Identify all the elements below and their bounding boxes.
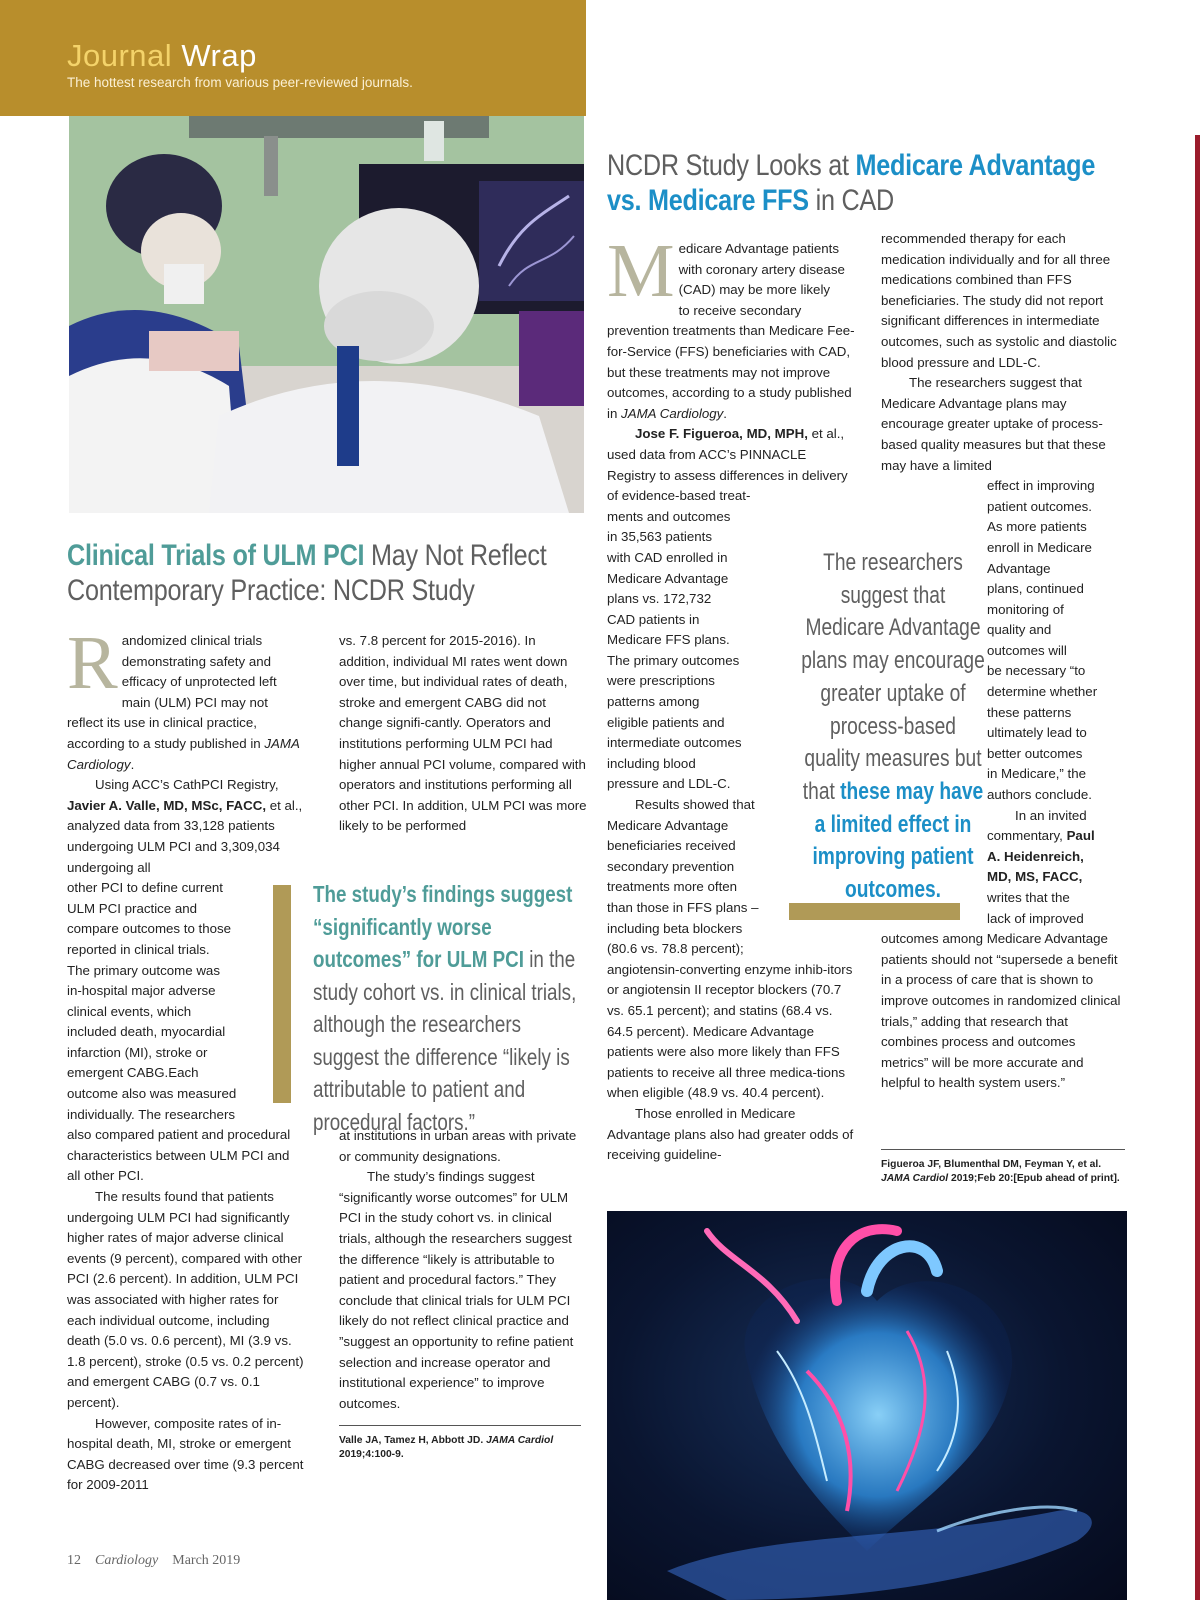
- right-col2-short-lines: [987, 476, 1123, 929]
- left-col1-line: other PCI to define current: [67, 880, 223, 896]
- right-col1-line: patterns among: [607, 694, 700, 710]
- right-col1-short-lines: [607, 507, 777, 960]
- left-col1-line: ULM PCI practice and: [67, 900, 198, 916]
- right-col1-para-4: Those enrolled in Medicare Advantage plans also had greater odds of receiving guideline-: [607, 1105, 854, 1163]
- right-col1-line: (80.6 vs. 78.8 percent);: [607, 941, 744, 957]
- right-col1-line: were prescriptions: [607, 673, 715, 689]
- heart-illustration-graphic: [607, 1211, 1127, 1600]
- right-col1-line: secondary prevention: [607, 858, 735, 874]
- page-footer: [67, 1553, 240, 1569]
- right-col1-line: pressure and LDL-C.: [607, 776, 731, 792]
- section-title: [67, 38, 257, 74]
- left-citation-journal: JAMA Cardiol: [486, 1435, 554, 1446]
- left-col1-journal: JAMA Cardiology: [67, 735, 300, 772]
- right-col2-line: in Medicare,” the: [987, 766, 1087, 782]
- right-col1-wrap-line: edicare Advantage patients: [678, 241, 839, 256]
- right-citation-authors: Figueroa JF, Blumenthal DM, Feyman Y, et al.: [881, 1159, 1102, 1170]
- left-col1-line: individually. The researchers: [67, 1106, 236, 1122]
- right-col2-line: plans, continued: [987, 581, 1084, 597]
- right-col1-para-1: [607, 229, 857, 424]
- right-citation: [881, 1158, 1131, 1186]
- right-col2-line: As more patients: [987, 519, 1087, 535]
- right-col1-line: Medicare Advantage: [607, 817, 729, 833]
- right-col1-para-3-rest: angiotensin-converting enzyme inhib-itors or angiotensin II receptor blockers (70.7 vs. 65.1 percent); and statins (68.4 vs. 64.5 percent). Medicare Advantage patients were also more likely than FFS patients to receive all three medica-tions when eligible (48.9 vs. 40.4 percent).: [607, 961, 853, 1101]
- right-col2-line: determine whether: [987, 684, 1098, 700]
- left-citation-rule: [339, 1425, 581, 1426]
- left-pull-quote-rest: in the study cohort vs. in clinical trials, although the researchers suggest the difference “likely is attributable to patient and procedural factors.”: [313, 946, 577, 1135]
- right-col2-line: [987, 826, 1123, 847]
- right-citation-journal: JAMA Cardiol: [881, 1173, 949, 1184]
- left-article-column-1: [67, 621, 305, 1496]
- left-col1-text: et al., analyzed data from 33,128 patients undergoing ULM PCI and 3,309,034 undergoing all: [67, 797, 303, 875]
- left-col1-line: in-hospital major adverse: [67, 983, 216, 999]
- right-col1-line: including blood: [607, 755, 696, 771]
- right-col2-line: writes that the: [987, 890, 1070, 905]
- left-citation-rest: 2019;4:100-9.: [339, 1449, 404, 1460]
- left-col1-wrap-line: andomized clinical trials: [121, 633, 263, 648]
- heart-illustration: [607, 1211, 1127, 1600]
- right-col2-text: commentary,: [987, 828, 1067, 844]
- left-headline-rest: May Not Reflect Contemporary Practice: NCDR Study: [67, 539, 547, 607]
- right-col2-line: ultimately lead to: [987, 725, 1087, 741]
- left-col1-para-4: However, composite rates of in-hospital death, MI, stroke or emergent CABG decreased over time (9.3 percent for 2009-2011: [67, 1415, 304, 1493]
- right-col2-author: Paul: [1066, 828, 1095, 844]
- left-col1-para-1: [67, 621, 305, 775]
- right-col1-wrap-line: (CAD) may be more likely: [678, 282, 831, 298]
- left-col1-author: Javier A. Valle, MD, MSc, FACC,: [67, 797, 267, 813]
- right-col1-line: including beta blockers: [607, 920, 743, 936]
- left-col1-line: The primary outcome was: [67, 962, 220, 978]
- right-col2-para-2: The researchers suggest that Medicare Advantage plans may encourage greater uptake of process-based quality measures but that these may have a limited: [881, 375, 1106, 473]
- right-col1-journal: JAMA Cardiology: [621, 405, 724, 421]
- right-col1-wrap-line: with coronary artery disease: [678, 261, 845, 277]
- right-col1-line: with CAD enrolled in: [607, 549, 728, 565]
- right-col2-line: better outcomes: [987, 745, 1083, 761]
- left-pull-quote-bar: [273, 885, 291, 1103]
- left-article-column-2-top: [339, 631, 587, 837]
- right-col1-line: intermediate outcomes: [607, 735, 742, 751]
- section-title-word2: Wrap: [181, 38, 257, 73]
- right-col1-line: eligible patients and: [607, 714, 725, 730]
- left-article-column-2-bottom: [339, 1126, 587, 1414]
- left-col1-line: emergent CABG.Each: [67, 1065, 199, 1081]
- right-col1-author: Jose F. Figueroa, MD, MPH,: [635, 426, 808, 442]
- right-headline-pre: NCDR Study Looks at: [607, 149, 856, 182]
- left-col1-para-2: [67, 775, 305, 878]
- right-citation-rule: [881, 1149, 1125, 1150]
- right-col2-line: effect in improving: [987, 478, 1095, 494]
- left-col1-line: included death, myocardial: [67, 1024, 226, 1040]
- left-pull-quote: [313, 878, 585, 1138]
- right-col2-line: authors conclude.: [987, 787, 1092, 803]
- right-col1-line: in 35,563 patients: [607, 529, 712, 545]
- right-col1-text: .: [723, 405, 727, 421]
- right-col1-line: plans vs. 172,732: [607, 591, 712, 607]
- left-col2-para-2: The study’s findings suggest “significantly worse outcomes” for ULM PCI in the study cohort vs. in clinical trials, although the researchers suggest the difference “likely is attributable to patient and procedural factors.” They conclude that clinical trials for ULM PCI likely do not reflect clinical practice and ”suggest an opportunity to refine patient selection and increase operator and institutional experience” to improve outcomes.: [339, 1169, 574, 1411]
- left-col1-line: reported in clinical trials.: [67, 941, 210, 957]
- right-col2-line: enroll in Medicare: [987, 539, 1092, 555]
- left-col1-wrap-line: efficacy of unprotected left: [121, 674, 277, 690]
- left-col1-text: .: [130, 756, 135, 772]
- right-pull-quote-strong: these may have a limited effect in improving patient outcomes.: [812, 777, 984, 904]
- right-col1-text: et al., used data from ACC’s PINNACLE Registry to assess differences in delivery of evidence-based treat-: [607, 426, 848, 504]
- section-title-word1: Journal: [67, 38, 173, 73]
- right-col1-line: Medicare Advantage: [607, 570, 729, 586]
- left-col1-text: Using ACC’s CathPCI Registry,: [95, 777, 279, 793]
- right-col2-para-1: recommended therapy for each medication individually and for all three medications combined than FFS beneficiaries. The study did not report significant differences in intermediate outcomes, such as systolic and diastolic blood pressure and LDL-C.: [881, 231, 1117, 370]
- right-col2-line: monitoring of: [987, 601, 1064, 617]
- right-col1-line: treatments more often: [607, 879, 738, 895]
- right-headline-post: in CAD: [808, 184, 894, 217]
- right-col1-para-2: [607, 424, 857, 506]
- right-headline-strong: Medicare Advantage vs. Medicare FFS: [607, 149, 1096, 217]
- left-citation: [339, 1434, 589, 1462]
- left-citation-authors: Valle JA, Tamez H, Abbott JD.: [339, 1435, 487, 1446]
- left-col1-line: clinical events, which: [67, 1003, 192, 1019]
- left-col1-line: compare outcomes to those: [67, 921, 232, 937]
- left-col1-line: outcome also was measured: [67, 1086, 237, 1102]
- cath-lab-photo: [69, 116, 584, 513]
- right-col2-line: these patterns: [987, 704, 1072, 720]
- right-col1-line: than those in FFS plans –: [607, 900, 759, 915]
- left-col1-wrap-line: demonstrating safety and: [121, 653, 272, 669]
- page-edge-accent: [1195, 135, 1200, 1600]
- right-col1-line: CAD patients in: [607, 611, 700, 627]
- left-col2-para-top: vs. 7.8 percent for 2015-2016). In addition, individual MI rates went down over time, but individual rates of death, stroke and emergent CABG did not change signifi-cantly. Operators and institutions performing ULM PCI had higher annual PCI volume, compared with operators and institutions performing all other PCI. In addition, ULM PCI was more likely to be performed: [339, 633, 587, 834]
- left-pull-quote-strong: The study’s findings suggest “significantly worse outcomes” for ULM PCI: [313, 881, 573, 972]
- right-col1-line: Results showed that: [635, 797, 755, 813]
- left-col1-para-2-tail: also compared patient and procedural characteristics between ULM PCI and all other PCI.: [67, 1127, 291, 1184]
- header-band: [0, 0, 586, 116]
- right-article-column-2: [881, 229, 1123, 1094]
- left-dropcap: R: [67, 621, 118, 705]
- right-col2-author: MD, MS, FACC,: [987, 869, 1083, 885]
- right-pull-quote-rest: The researchers suggest that Medicare Advantage plans may encourage greater uptake of process-based quality measures but that: [801, 549, 985, 805]
- right-col2-line: be necessary “to: [987, 663, 1086, 679]
- section-subtitle: The hottest research from various peer-reviewed journals.: [67, 75, 413, 90]
- right-col2-author: A. Heidenreich,: [987, 848, 1084, 864]
- right-citation-rest: 2019;Feb 20:[Epub ahead of print].: [948, 1173, 1120, 1184]
- page-number: 12: [67, 1553, 81, 1568]
- right-col1-line: Medicare FFS plans.: [607, 632, 730, 648]
- right-dropcap: M: [607, 229, 675, 313]
- right-col2-line: outcomes will: [987, 642, 1067, 658]
- right-col2-line: In an invited: [1015, 807, 1087, 823]
- right-col2-para-4-rest: outcomes among Medicare Advantage patients should not “supersede a benefit in a process of care that is shown to improve outcomes in randomized clinical trials,” adding that research that combines process and outcomes metrics” will be more accurate and helpful to health system users.”: [881, 931, 1121, 1091]
- left-col2-para-1: at institutions in urban areas with private or community designations.: [339, 1128, 577, 1164]
- left-col1-text: main (ULM) PCI may not reflect its use in clinical practice, according to a study published in: [67, 694, 269, 751]
- right-col1-text: to receive secondary prevention treatments than Medicare Fee-for-Service (FFS) beneficiaries with CAD, but these treatments may not improve outcomes, according to a study published in: [607, 302, 855, 421]
- right-col2-line: patient outcomes.: [987, 498, 1092, 514]
- left-headline-strong: Clinical Trials of ULM PCI: [67, 539, 365, 572]
- right-article-headline: [607, 148, 1128, 218]
- left-col1-para-3: The results found that patients undergoing ULM PCI had significantly higher rates of major adverse clinical events (9 percent), compared with other PCI (2.6 percent). In addition, ULM PCI was associated with higher rates for each individual outcome, including death (5.0 vs. 0.6 percent), MI (3.9 vs. 1.8 percent), stroke (0.5 vs. 0.2 percent) and emergent CABG (0.7 vs. 0.1 percent).: [67, 1189, 304, 1410]
- left-col1-line: infarction (MI), stroke or: [67, 1044, 208, 1060]
- right-col1-line: The primary outcomes: [607, 652, 740, 668]
- left-col1-short-lines: [67, 878, 252, 1125]
- right-col2-line: Advantage: [987, 560, 1051, 576]
- right-col2-line: lack of improved: [987, 910, 1084, 926]
- right-col2-line: quality and: [987, 622, 1052, 638]
- left-article-headline: [67, 538, 579, 608]
- right-col1-line: beneficiaries received: [607, 838, 736, 854]
- right-col1-line: ments and outcomes: [607, 508, 731, 524]
- cath-lab-photo-graphic: [69, 116, 584, 513]
- publication-name: Cardiology: [95, 1553, 159, 1568]
- issue-date: March 2019: [172, 1553, 241, 1568]
